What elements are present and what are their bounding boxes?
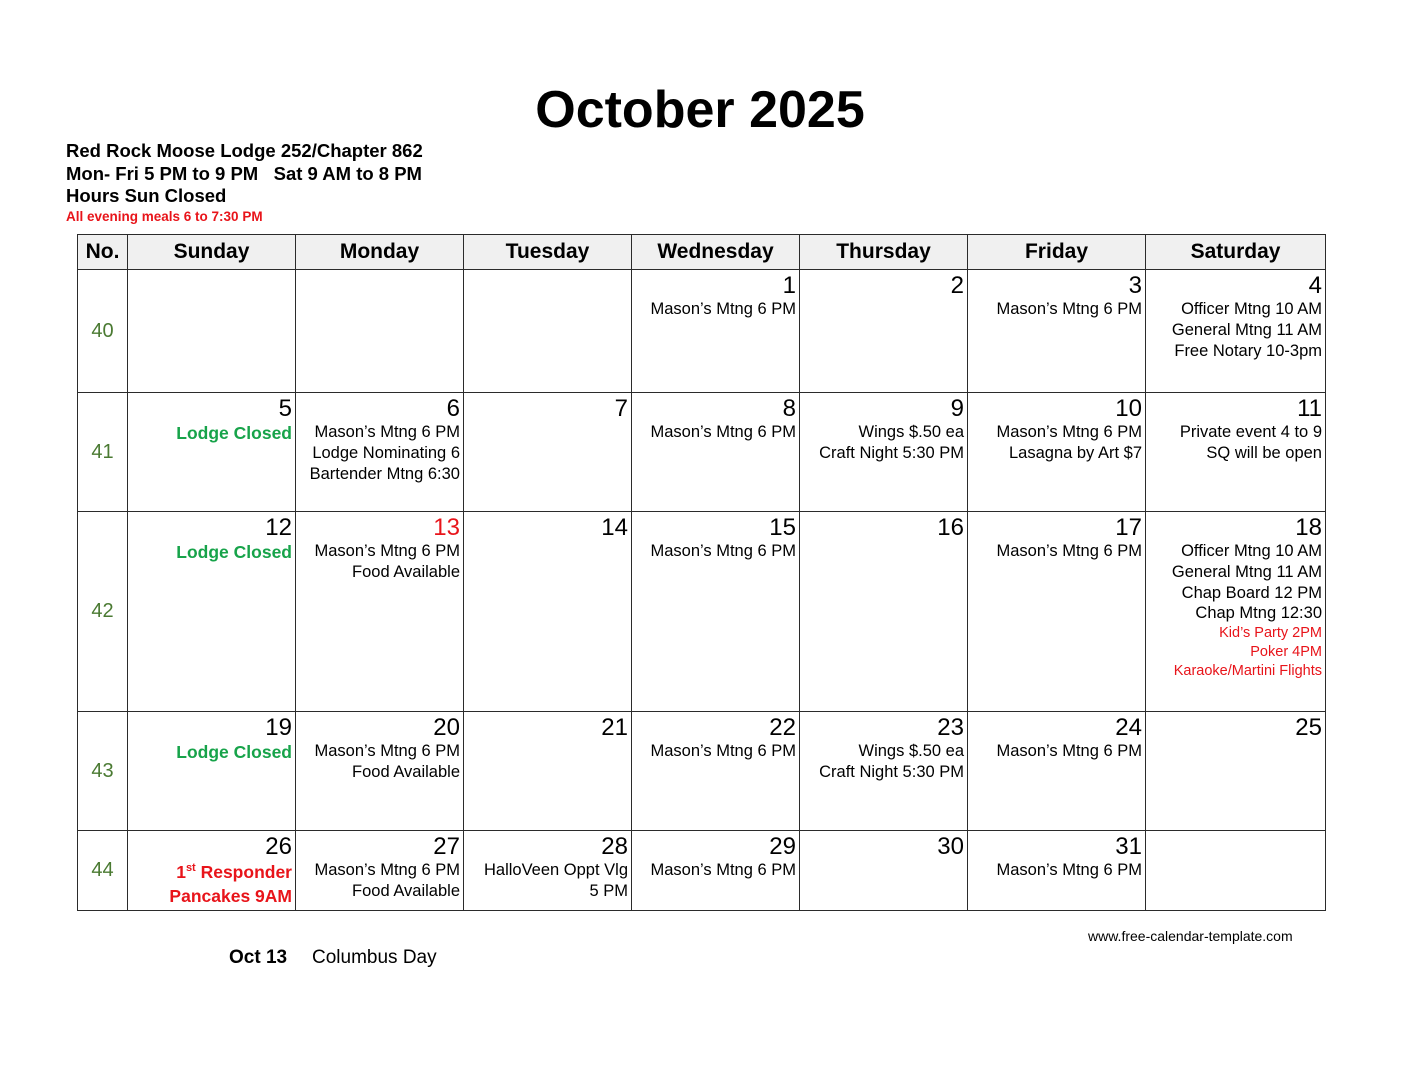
- week-row: [78, 712, 1326, 831]
- day-number: 22: [769, 714, 796, 741]
- day-cell[interactable]: [800, 831, 968, 911]
- week-row: [78, 831, 1326, 911]
- day-number: 8: [782, 395, 796, 422]
- event-item: Free Notary 10-3pm: [1174, 341, 1322, 360]
- event-item: Mason’s Mtng 6 PM: [996, 542, 1142, 560]
- day-number: 23: [937, 714, 964, 741]
- event-item: Private event 4 to 9: [1179, 423, 1322, 441]
- day-cell[interactable]: [128, 270, 296, 393]
- day-number: 9: [950, 395, 964, 422]
- event-item: SQ will be open: [1206, 443, 1322, 462]
- day-number: 21: [601, 714, 628, 741]
- day-number: 6: [446, 395, 460, 422]
- meals-note: All evening meals 6 to 7:30 PM: [66, 208, 263, 224]
- header-thursday: Thursday: [800, 235, 968, 270]
- event-item: Mason’s Mtng 6 PM: [650, 423, 796, 441]
- event-item: Lodge Nominating 6: [312, 443, 460, 462]
- week-number: 40: [78, 270, 128, 393]
- event-item: Mason’s Mtng 6 PM: [996, 300, 1142, 318]
- day-cell[interactable]: [968, 831, 1146, 911]
- event-item: Chap Board 12 PM: [1181, 583, 1322, 602]
- event-item: 5 PM: [589, 881, 628, 900]
- holiday-name: Columbus Day: [312, 947, 437, 968]
- event-item: Mason’s Mtng 6 PM: [996, 423, 1142, 441]
- day-number: 19: [265, 714, 292, 741]
- week-number: 41: [78, 393, 128, 512]
- day-cell[interactable]: [1146, 712, 1326, 831]
- week-row: [78, 512, 1326, 712]
- event-item: Chap Mtng 12:30: [1195, 604, 1322, 623]
- lodge-hours-sunday: Hours Sun Closed: [66, 185, 227, 206]
- header-week-number: No.: [78, 235, 128, 270]
- day-cell[interactable]: [296, 270, 464, 393]
- day-number: 28: [601, 833, 628, 860]
- event-item: Mason’s Mtng 6 PM: [996, 861, 1142, 879]
- header-monday: Monday: [296, 235, 464, 270]
- event-item: Craft Night 5:30 PM: [819, 443, 964, 462]
- day-cell[interactable]: [464, 712, 632, 831]
- day-cell[interactable]: [296, 512, 464, 712]
- day-cell[interactable]: [632, 712, 800, 831]
- day-number: 10: [1115, 395, 1142, 422]
- lodge-closed-label: Lodge Closed: [176, 742, 292, 762]
- day-number: 1: [782, 272, 796, 299]
- header-wednesday: Wednesday: [632, 235, 800, 270]
- day-number: 20: [433, 714, 460, 741]
- lodge-closed-label: Lodge Closed: [176, 542, 292, 562]
- day-number: 16: [937, 514, 964, 541]
- day-number: 2: [950, 272, 964, 299]
- day-cell[interactable]: [296, 393, 464, 512]
- week-number: 43: [78, 712, 128, 831]
- day-cell[interactable]: [464, 270, 632, 393]
- lodge-name: Red Rock Moose Lodge 252/Chapter 862: [66, 140, 423, 161]
- day-number: 27: [433, 833, 460, 860]
- event-item: Mason’s Mtng 6 PM: [314, 423, 460, 441]
- day-cell[interactable]: [800, 512, 968, 712]
- event-item: Mason’s Mtng 6 PM: [650, 300, 796, 318]
- day-cell[interactable]: [296, 831, 464, 911]
- event-item: Mason’s Mtng 6 PM: [314, 861, 460, 879]
- event-item: Bartender Mtng 6:30: [309, 464, 460, 483]
- day-number: 4: [1308, 272, 1322, 299]
- weekday-header-row: [78, 235, 1326, 270]
- header-friday: Friday: [968, 235, 1146, 270]
- day-cell[interactable]: [128, 712, 296, 831]
- lodge-closed-label: Lodge Closed: [176, 423, 292, 443]
- day-cell[interactable]: [464, 831, 632, 911]
- day-cell[interactable]: [632, 393, 800, 512]
- event-item: Mason’s Mtng 6 PM: [996, 742, 1142, 760]
- day-cell[interactable]: [464, 512, 632, 712]
- week-number: 44: [78, 831, 128, 911]
- day-cell[interactable]: [632, 831, 800, 911]
- header-saturday: Saturday: [1146, 235, 1326, 270]
- day-number: 14: [601, 514, 628, 541]
- event-item: Food Available: [352, 762, 460, 781]
- day-cell[interactable]: [800, 393, 968, 512]
- event-item: Craft Night 5:30 PM: [819, 762, 964, 781]
- event-item: Officer Mtng 10 AM: [1181, 542, 1322, 560]
- day-number: 5: [278, 395, 292, 422]
- day-cell[interactable]: [968, 393, 1146, 512]
- day-cell[interactable]: [632, 270, 800, 393]
- event-item: HalloVeen Oppt Vlg: [483, 861, 628, 879]
- event-item: Lasagna by Art $7: [1008, 443, 1142, 462]
- day-cell[interactable]: [632, 512, 800, 712]
- event-item: Wings $.50 ea: [858, 742, 964, 760]
- event-item: Karaoke/Martini Flights: [1173, 663, 1322, 680]
- event-item: Kid’s Party 2PM: [1219, 625, 1322, 642]
- day-number: 18: [1295, 514, 1322, 541]
- event-item: General Mtng 11 AM: [1171, 562, 1322, 581]
- day-cell[interactable]: [800, 712, 968, 831]
- holiday-date: Oct 13: [229, 947, 288, 968]
- lodge-info: [66, 140, 423, 226]
- day-number: 29: [769, 833, 796, 860]
- event-item: Food Available: [352, 562, 460, 581]
- event-item: 1st Responder: [176, 862, 292, 882]
- day-cell[interactable]: [1146, 270, 1326, 393]
- calendar-title: October 2025: [535, 81, 865, 139]
- event-item: Food Available: [352, 881, 460, 900]
- day-cell[interactable]: [968, 712, 1146, 831]
- day-number: 26: [265, 833, 292, 860]
- event-item: Officer Mtng 10 AM: [1181, 300, 1322, 318]
- day-number: 11: [1297, 395, 1322, 422]
- day-cell[interactable]: [296, 712, 464, 831]
- week-number: 42: [78, 512, 128, 712]
- event-item: Mason’s Mtng 6 PM: [650, 542, 796, 560]
- day-cell[interactable]: [128, 512, 296, 712]
- week-row: [78, 270, 1326, 393]
- day-number: 3: [1128, 272, 1142, 299]
- day-cell[interactable]: [800, 270, 968, 393]
- day-number: 24: [1115, 714, 1142, 741]
- event-item: Mason’s Mtng 6 PM: [650, 742, 796, 760]
- day-cell[interactable]: [1146, 831, 1326, 911]
- event-item: Mason’s Mtng 6 PM: [314, 542, 460, 560]
- day-number: 7: [614, 395, 628, 422]
- day-cell[interactable]: [128, 831, 296, 911]
- day-cell[interactable]: [128, 393, 296, 512]
- event-item: Mason’s Mtng 6 PM: [650, 861, 796, 879]
- day-cell[interactable]: [968, 270, 1146, 393]
- day-cell[interactable]: [1146, 512, 1326, 712]
- event-item: Wings $.50 ea: [858, 423, 964, 441]
- week-row: [78, 393, 1326, 512]
- event-item: General Mtng 11 AM: [1171, 320, 1322, 339]
- event-item: Poker 4PM: [1250, 644, 1322, 661]
- day-cell[interactable]: [968, 512, 1146, 712]
- day-cell[interactable]: [1146, 393, 1326, 512]
- day-number: 31: [1115, 833, 1142, 860]
- day-number-holiday: 13: [433, 514, 460, 541]
- lodge-hours-weekday: Mon- Fri 5 PM to 9 PM Sat 9 AM to 8 PM: [66, 162, 422, 184]
- event-item: Pancakes 9AM: [169, 886, 292, 906]
- website-link[interactable]: www.free-calendar-template.com: [1088, 928, 1293, 944]
- header-sunday: Sunday: [128, 235, 296, 270]
- day-number: 25: [1295, 714, 1322, 741]
- event-item: Mason’s Mtng 6 PM: [314, 742, 460, 760]
- day-cell[interactable]: [464, 393, 632, 512]
- day-number: 17: [1115, 514, 1142, 541]
- header-tuesday: Tuesday: [464, 235, 632, 270]
- calendar-grid: [77, 234, 1326, 911]
- day-number: 12: [265, 514, 292, 541]
- day-number: 30: [937, 833, 964, 860]
- day-number: 15: [769, 514, 796, 541]
